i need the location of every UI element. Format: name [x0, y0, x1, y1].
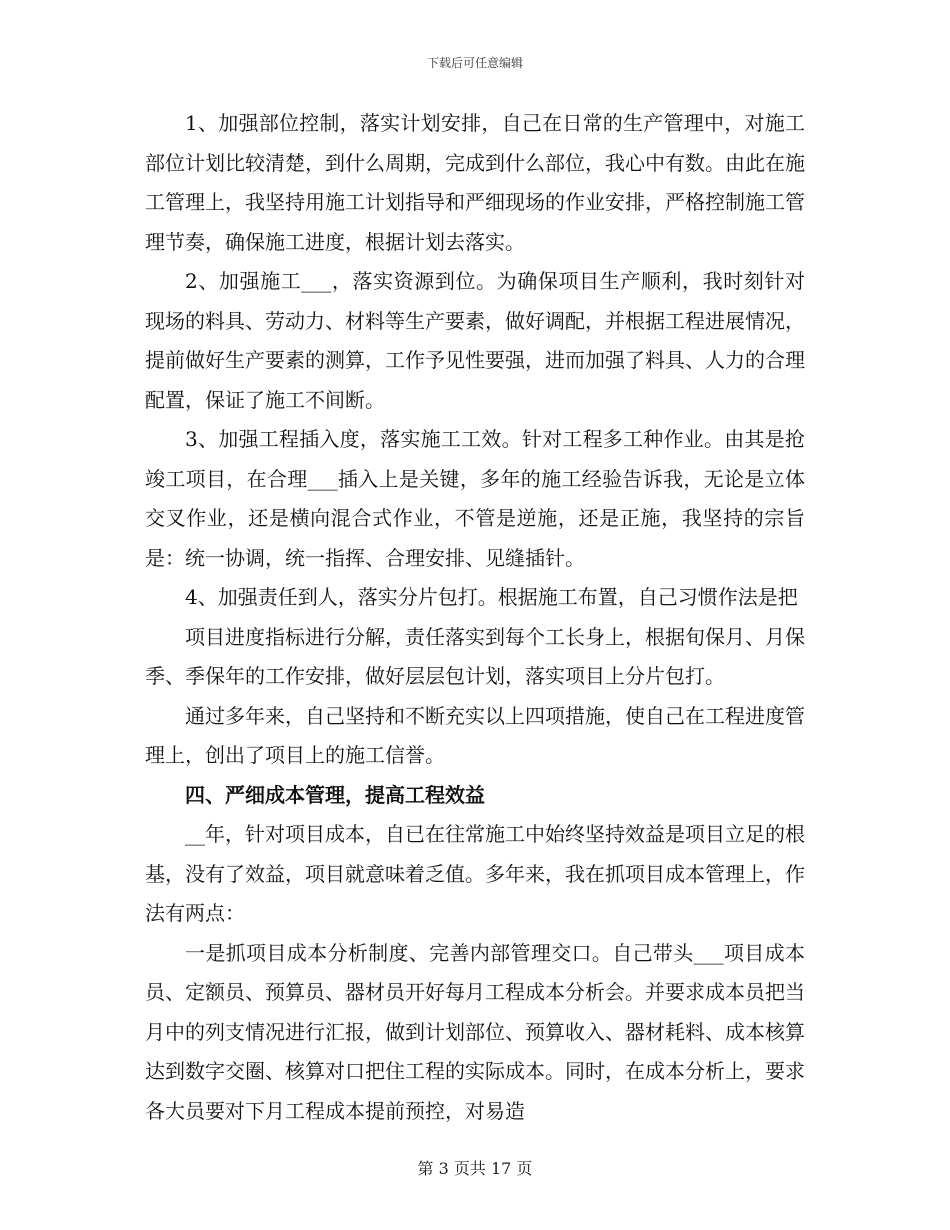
section-heading-cost-management: 四、严细成本管理，提高工程效益 — [185, 782, 485, 807]
paragraph-progress-control-4-continued: 项目进度指标进行分解，责任落实到每个工长身上，根据旬保月、月保季、季保年的工作安排，做好层层包计划，落实项目上分片包打。 — [145, 624, 805, 688]
paragraph-progress-control-1: 1、加强部位控制，落实计划安排，自己在日常的生产管理中，对施工部位计划比较清楚，到什么周期，完成到什么部位，我心中有数。由此在施工管理上，我坚持用施工计划指导和严细现场的作业安排，严格控制施工管理节奏，确保施工进度，根据计划去落实。 — [145, 111, 805, 254]
page-header-note: 下载后可任意编辑 — [426, 56, 523, 70]
paragraph-cost-analysis: 一是抓项目成本分析制度、完善内部管理交口。自己带头___项目成本员、定额员、预算员、器材员开好每月工程成本分析会。并要求成本员把当月中的列支情况进行汇报，做到计划部位、预算收入、器材耗料、成本核算达到数字交圈、核算对口把住工程的实际成本。同时，在成本分析上，要求各大员要对下月工程成本提前预控，对易造 — [145, 940, 805, 1123]
page-number: 第 3 页共 17 页 — [417, 1159, 533, 1178]
paragraph-progress-control-3: 3、加强工程插入度，落实施工工效。针对工程多工种作业。由其是抢竣工项目，在合理___插入上是关键，多年的施工经验告诉我，无论是立体交叉作业，还是横向混合式作业，不管是逆施，还是正施，我坚持的宗旨是：统一协调，统一指挥、合理安排、见缝插针。 — [145, 427, 805, 570]
paragraph-cost-intro: __年，针对项目成本，自已在往常施工中始终坚持效益是项目立足的根基，没有了效益，项目就意味着乏值。多年来，我在抓项目成本管理上，作法有两点： — [145, 822, 805, 925]
paragraph-progress-control-4: 4、加强责任到人，落实分片包打。根据施工布置，自己习惯作法是把 — [185, 585, 798, 609]
paragraph-progress-summary: 通过多年来，自己坚持和不断充实以上四项措施，使自己在工程进度管理上，创出了项目上的施工信誉。 — [145, 703, 805, 767]
paragraph-progress-control-2: 2、加强施工___，落实资源到位。为确保项目生产顺利，我时刻针对现场的料具、劳动力、材料等生产要素，做好调配，并根据工程进展情况，提前做好生产要素的测算，工作予见性要强，进而加强了料具、人力的合理配置，保证了施工不间断。 — [145, 269, 805, 412]
document-body — [145, 104, 805, 1131]
